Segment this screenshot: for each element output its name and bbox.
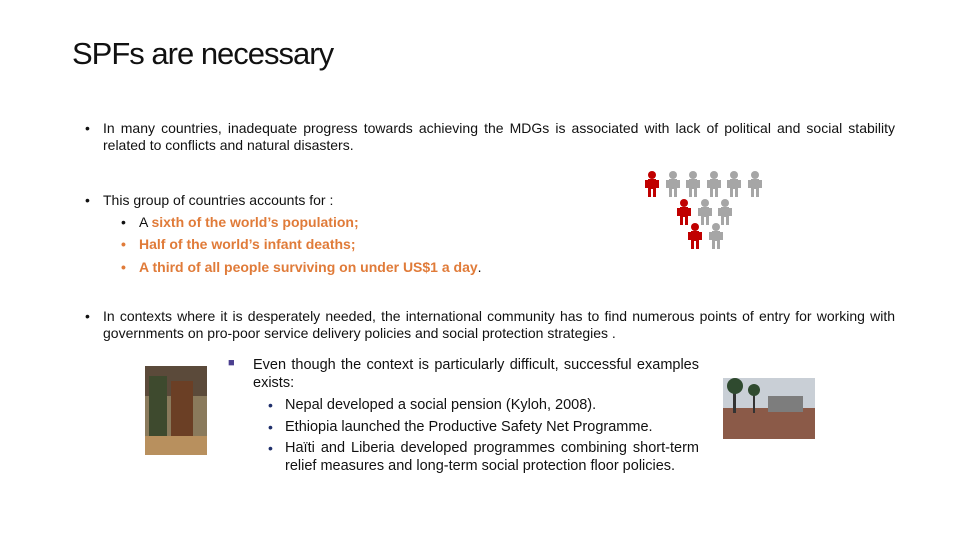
example-item: Ethiopia launched the Productive Safety Net Programme.	[285, 419, 653, 435]
red-person-icon	[688, 222, 702, 250]
sub-bullet-population	[139, 214, 359, 231]
sub-bullet-infant-deaths: Half of the world’s infant deaths;	[139, 236, 356, 252]
bullet-icon: •	[268, 440, 273, 456]
grey-person-icon	[748, 170, 762, 198]
bullet-mdgs: In many countries, inadequate progress towards achieving the MDGs is associated with lack of political and social stability related to conflicts and natural disasters.	[103, 120, 895, 153]
square-bullet-icon: ■	[228, 357, 235, 369]
bullet-contexts: In contexts where it is desperately needed, the international community has to find numerous points of entry for working with governments on pro-poor service delivery policies and social protection strategies .	[103, 308, 895, 341]
population-text: sixth of the world’s population;	[151, 214, 359, 230]
poverty-text: A third of all people surviving on under US$1 a day	[139, 259, 478, 275]
grey-person-icon	[666, 170, 680, 198]
bullet-icon: •	[121, 259, 126, 275]
prefix: A	[139, 214, 152, 230]
grey-person-icon	[709, 222, 723, 250]
example-item: Haïti and Liberia developed programmes combining short-term relief measures and long-term social protection floor policies.	[285, 440, 699, 474]
bullet-icon: •	[85, 192, 90, 208]
bullet-icon: •	[121, 214, 126, 230]
bullet-icon: •	[85, 120, 90, 136]
bullet-icon: •	[85, 308, 90, 324]
red-person-icon	[645, 170, 659, 198]
bullet-icon: •	[268, 397, 273, 413]
sub-bullet-poverty	[139, 259, 482, 276]
bullet-icon: •	[268, 419, 273, 435]
examples-intro: Even though the context is particularly difficult, successful examples exists:	[253, 357, 699, 391]
period: .	[477, 259, 482, 275]
example-item: Nepal developed a social pension (Kyloh, 2008).	[285, 397, 597, 413]
soldiers-photo	[145, 366, 207, 455]
disaster-photo	[723, 378, 815, 439]
slide-title: SPFs are necessary	[72, 36, 334, 71]
bullet-group: This group of countries accounts for :	[103, 192, 334, 208]
bullet-icon: •	[121, 236, 126, 252]
grey-person-icon	[686, 170, 700, 198]
grey-person-icon	[707, 170, 721, 198]
people-figures-graphic	[640, 170, 770, 255]
grey-person-icon	[727, 170, 741, 198]
